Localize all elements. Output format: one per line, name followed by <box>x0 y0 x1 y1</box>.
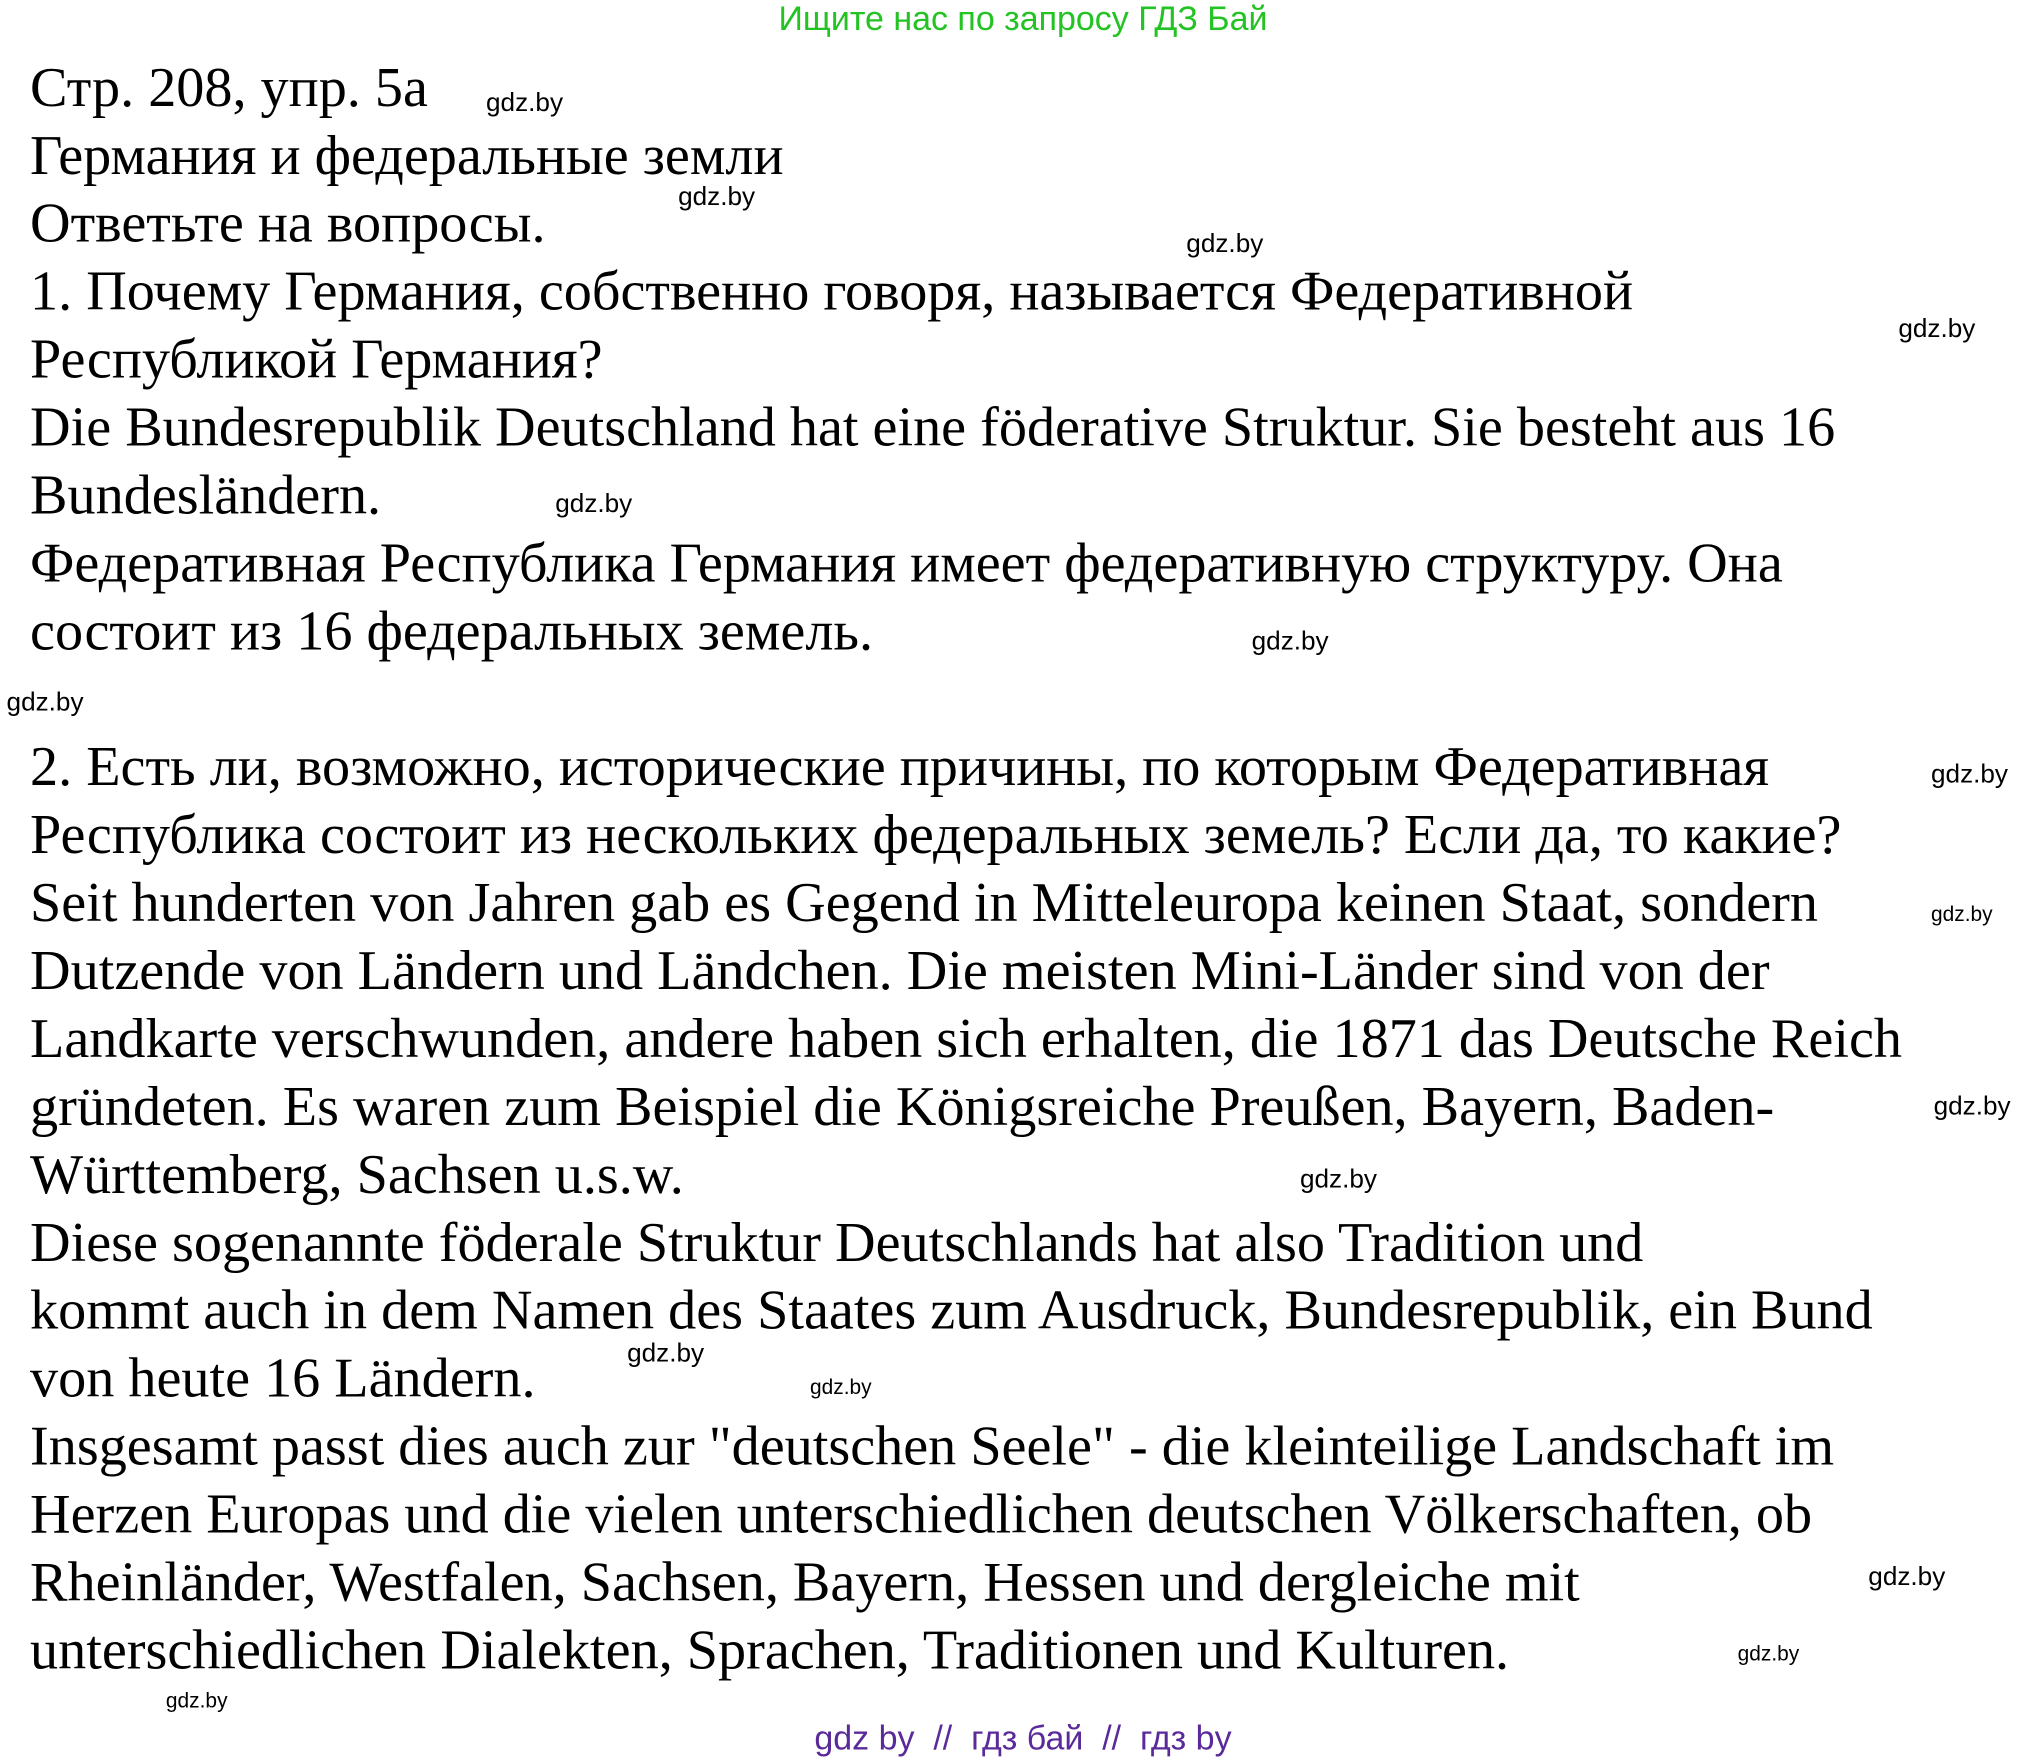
answer-2-line: unterschiedlichen Dialekten, Sprachen, Traditionen und Kulturen. <box>30 1620 1510 1682</box>
answer-2-line: gründeten. Es waren zum Beispiel die Königsreiche Preußen, Bayern, Baden- <box>30 1076 1775 1138</box>
answer-2-line: Landkarte verschwunden, andere haben sich erhalten, die 1871 das Deutsche Reich <box>30 1008 1902 1071</box>
watermark: gdz.by <box>1737 1643 1800 1666</box>
watermark: gdz.by <box>1251 627 1329 656</box>
watermark: gdz.by <box>1931 760 2009 790</box>
answer-1-russian-line: состоит из 16 федеральных земель. <box>30 600 874 663</box>
watermark: gdz.by <box>6 688 84 718</box>
question-1-line: 1. Почему Германия, собственно говоря, называется Федеративной <box>30 261 1634 323</box>
answer-2-line: Diese sogenannte föderale Struktur Deutschlands hat also Tradition und <box>30 1212 1644 1274</box>
answer-1-german-line: Bundesländern. <box>30 465 382 527</box>
topic-title: Германия и федеральные земли <box>30 125 784 187</box>
watermark: gdz.by <box>1186 229 1264 259</box>
answer-1-russian-line: Федеративная Республика Германия имеет федеративную структуру. Она <box>30 533 1783 595</box>
question-2-line: Республика состоит из нескольких федеральных земель? Если да, то какие? <box>30 804 1842 867</box>
watermark: gdz.by <box>810 1377 872 1400</box>
watermark: gdz.by <box>1933 1092 2011 1121</box>
instruction: Ответьте на вопросы. <box>30 193 546 255</box>
answer-2-line: Rheinländer, Westfalen, Sachsen, Bayern, Hessen und dergleiche mit <box>30 1552 1580 1614</box>
promo-banner: Ищите нас по запросу ГДЗ Бай <box>778 0 1268 38</box>
watermark: gdz.by <box>678 182 756 212</box>
watermark: gdz.by <box>165 1690 228 1713</box>
watermark: gdz.by <box>1931 904 1993 927</box>
question-1-line: Республикой Германия? <box>30 329 603 391</box>
answer-2-line: Dutzende von Ländern und Ländchen. Die meisten Mini-Länder sind von der <box>30 940 1770 1003</box>
watermark: gdz.by <box>1868 1562 1946 1592</box>
answer-2-line: von heute 16 Ländern. <box>30 1348 536 1410</box>
answer-2-line: Seit hunderten von Jahren gab es Gegend in Mitteleuropa keinen Staat, sondern <box>30 872 1818 935</box>
answer-2-line: Herzen Europas und die vielen unterschiedlichen deutschen Völkerschaften, ob <box>30 1484 1813 1546</box>
watermark: gdz.by <box>555 489 633 519</box>
question-2-line: 2. Есть ли, возможно, исторические причины, по которым Федеративная <box>30 736 1770 799</box>
watermark: gdz.by <box>1898 314 1976 344</box>
answer-2-line: Insgesamt passt dies auch zur "deutschen Seele" - die kleinteilige Landschaft im <box>30 1416 1835 1478</box>
footer-links[interactable]: gdz by // гдз бай // гдз by <box>814 1718 1232 1757</box>
answer-2-line: kommt auch in dem Namen des Staates zum Ausdruck, Bundesrepublik, ein Bund <box>30 1280 1873 1342</box>
watermark: gdz.by <box>1299 1165 1377 1195</box>
answer-2-line: Württemberg, Sachsen u.s.w. <box>30 1144 684 1206</box>
exercise-reference: Стр. 208, упр. 5а <box>30 57 428 119</box>
answer-1-german-line: Die Bundesrepublik Deutschland hat eine föderative Struktur. Sie besteht aus 16 <box>30 397 1836 459</box>
watermark: gdz.by <box>627 1339 705 1368</box>
watermark: gdz.by <box>486 88 564 118</box>
